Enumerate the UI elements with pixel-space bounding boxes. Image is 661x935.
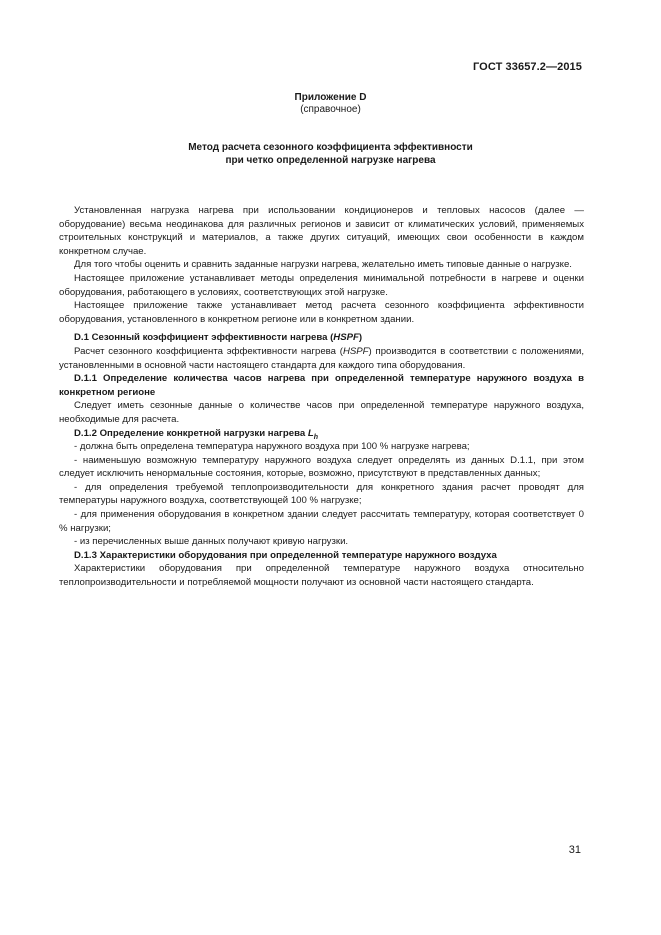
d1-text-start: Расчет сезонного коэффициента эффективности нагрева (	[74, 345, 343, 357]
d1-heading-close: )	[358, 332, 363, 344]
d12-list-item-1: - должна быть определена температура наружного воздуха при 100 % нагрузке нагрева;	[74, 441, 470, 453]
d1-text-end: ) производится в соответствии с положениями, установленными в основной части настоящего стандарта для каждого типа оборудования.	[59, 345, 584, 371]
d12-heading-text: D.1.2 Определение конкретной нагрузки нагрева	[74, 427, 308, 439]
method-title	[0, 141, 661, 167]
annex-title: Приложение D	[294, 92, 367, 103]
intro-paragraph-1: Установленная нагрузка нагрева при использовании кондиционеров и тепловых насосов (далее — оборудование) весьма неодинакова для различных регионов и зависит от климатических условий, применяемых строительных конструкций и материалов, а также других ситуаций, имеющих свои особенности в каждом конкретном случае.	[59, 205, 584, 257]
standard-code: ГОСТ 33657.2—2015	[472, 61, 582, 73]
section-d11-heading: D.1.1 Определение количества часов нагрева при определенной температуре наружного воздуха в конкретном регионе	[59, 373, 584, 398]
method-title-line-2: при четко определенной нагрузке нагрева	[225, 155, 436, 166]
section-d13-heading: D.1.3 Характеристики оборудования при определенной температуре наружного воздуха	[74, 549, 497, 561]
section-d1-heading	[59, 331, 584, 345]
d1-heading-abbr: HSPF	[333, 332, 359, 344]
method-title-line-1: Метод расчета сезонного коэффициента эффективности	[188, 142, 473, 153]
d12-heading-subscript-text: h	[313, 433, 319, 441]
d12-list-item-2: - наименьшую возможную температуру наружного воздуха следует определять из данных D.1.1, при этом следует исключить ненормальные состояния, которые, возможно, присутствуют в представленных данных;	[59, 454, 584, 480]
section-d12-heading	[59, 427, 584, 441]
section-d11-text: Следует иметь сезонные данные о количестве часов при определенной температуре наружного воздуха, необходимые для расчета.	[59, 400, 584, 425]
intro-paragraph-4: Настоящее приложение также устанавливает метод расчета сезонного коэффициента эффективности оборудования, установленного в конкретном регионе или в конкретном здании.	[59, 300, 584, 325]
page-number: 31	[568, 844, 581, 856]
d12-list-item-3: - для определения требуемой теплопроизводительности для конкретного здания расчет проводят для температуры наружного воздуха, соответствующей 100 % нагрузке;	[59, 481, 584, 507]
d1-heading-text: D.1 Сезонный коэффициент эффективности нагрева (	[74, 332, 334, 344]
document-body	[59, 204, 584, 590]
d1-text-abbr: HSPF	[342, 345, 369, 357]
section-d13-text: Характеристики оборудования при определенной температуре наружного воздуха относительно теплопроизводительности и потребляемой мощности получают из основной части настоящего стандарта.	[59, 563, 584, 589]
intro-paragraph-2: Для того чтобы оценить и сравнить заданные нагрузки нагрева, желательно иметь типовые данные о нагрузке.	[74, 259, 572, 271]
intro-paragraph-3: Настоящее приложение устанавливает методы определения минимальной потребности в нагреве и оценки оборудования, работающего в условиях, соответствующих этой нагрузке.	[59, 272, 584, 298]
d12-heading-symbol: L	[307, 427, 314, 439]
d12-list-item-4: - для применения оборудования в конкретном здании следует рассчитать температуру, которая соответствует 0 % нагрузки;	[59, 509, 584, 534]
d12-list-item-5: - из перечисленных выше данных получают кривую нагрузки.	[74, 536, 349, 548]
annex-subtitle: (справочное)	[300, 104, 361, 115]
annex-heading	[0, 92, 661, 116]
section-d1-text	[59, 345, 584, 372]
